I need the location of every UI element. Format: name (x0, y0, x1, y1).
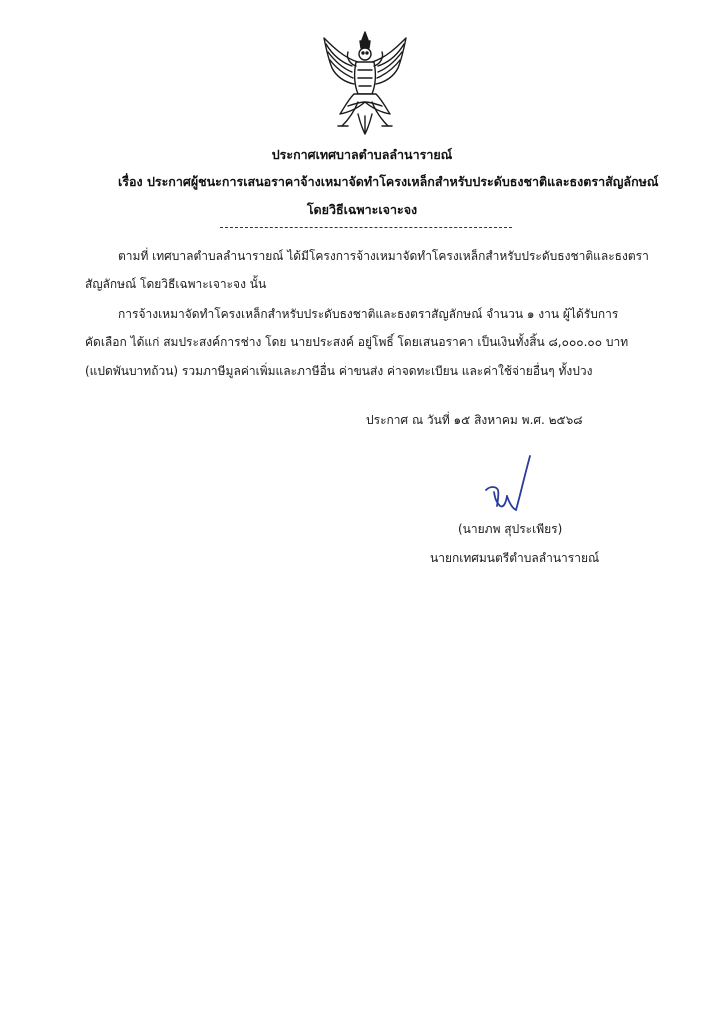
body-line-2: สัญลักษณ์ โดยวิธีเฉพาะเจาะจง นั้น (85, 277, 267, 291)
document-title: ประกาศเทศบาลตำบลลำนารายณ์ (271, 147, 453, 162)
dashed-divider (220, 227, 512, 228)
body-line-4: คัดเลือก ได้แก่ สมประสงค์การช่าง โดย นายประสงค์ อยู่โพธิ์ โดยเสนอราคา เป็นเงินทั้งสิ้น ๘,๐๐๐.๐๐ บาท (85, 335, 629, 349)
handwritten-signature (482, 452, 538, 520)
document-method: โดยวิธีเฉพาะเจาะจง (306, 202, 418, 217)
announcement-date: ประกาศ ณ วันที่ ๑๕ สิงหาคม พ.ศ. ๒๕๖๘ (366, 413, 583, 427)
body-line-3: การจ้างเหมาจัดทำโครงเหล็กสำหรับประดับธงชาติและธงตราสัญลักษณ์ จำนวน ๑ งาน ผู้ได้รับการ (118, 307, 619, 321)
body-line-1: ตามที่ เทศบาลตำบลลำนารายณ์ ได้มีโครงการจ้างเหมาจัดทำโครงเหล็กสำหรับประดับธงชาติและธงตรา (118, 249, 649, 263)
garuda-emblem-icon (318, 28, 412, 138)
document-subject: เรื่อง ประกาศผู้ชนะการเสนอราคาจ้างเหมาจัดทำโครงเหล็กสำหรับประดับธงชาติและธงตราสัญลักษณ์ (118, 174, 659, 189)
body-line-5: (แปดพันบาทถ้วน) รวมภาษีมูลค่าเพิ่มและภาษีอื่น ค่าขนส่ง ค่าจดทะเบียน และค่าใช้จ่ายอื่นๆ ทั้งปวง (85, 364, 593, 378)
signatory-name: (นายภพ สุประเพียร) (458, 522, 563, 536)
signatory-position: นายกเทศมนตรีตำบลลำนารายณ์ (430, 551, 600, 565)
